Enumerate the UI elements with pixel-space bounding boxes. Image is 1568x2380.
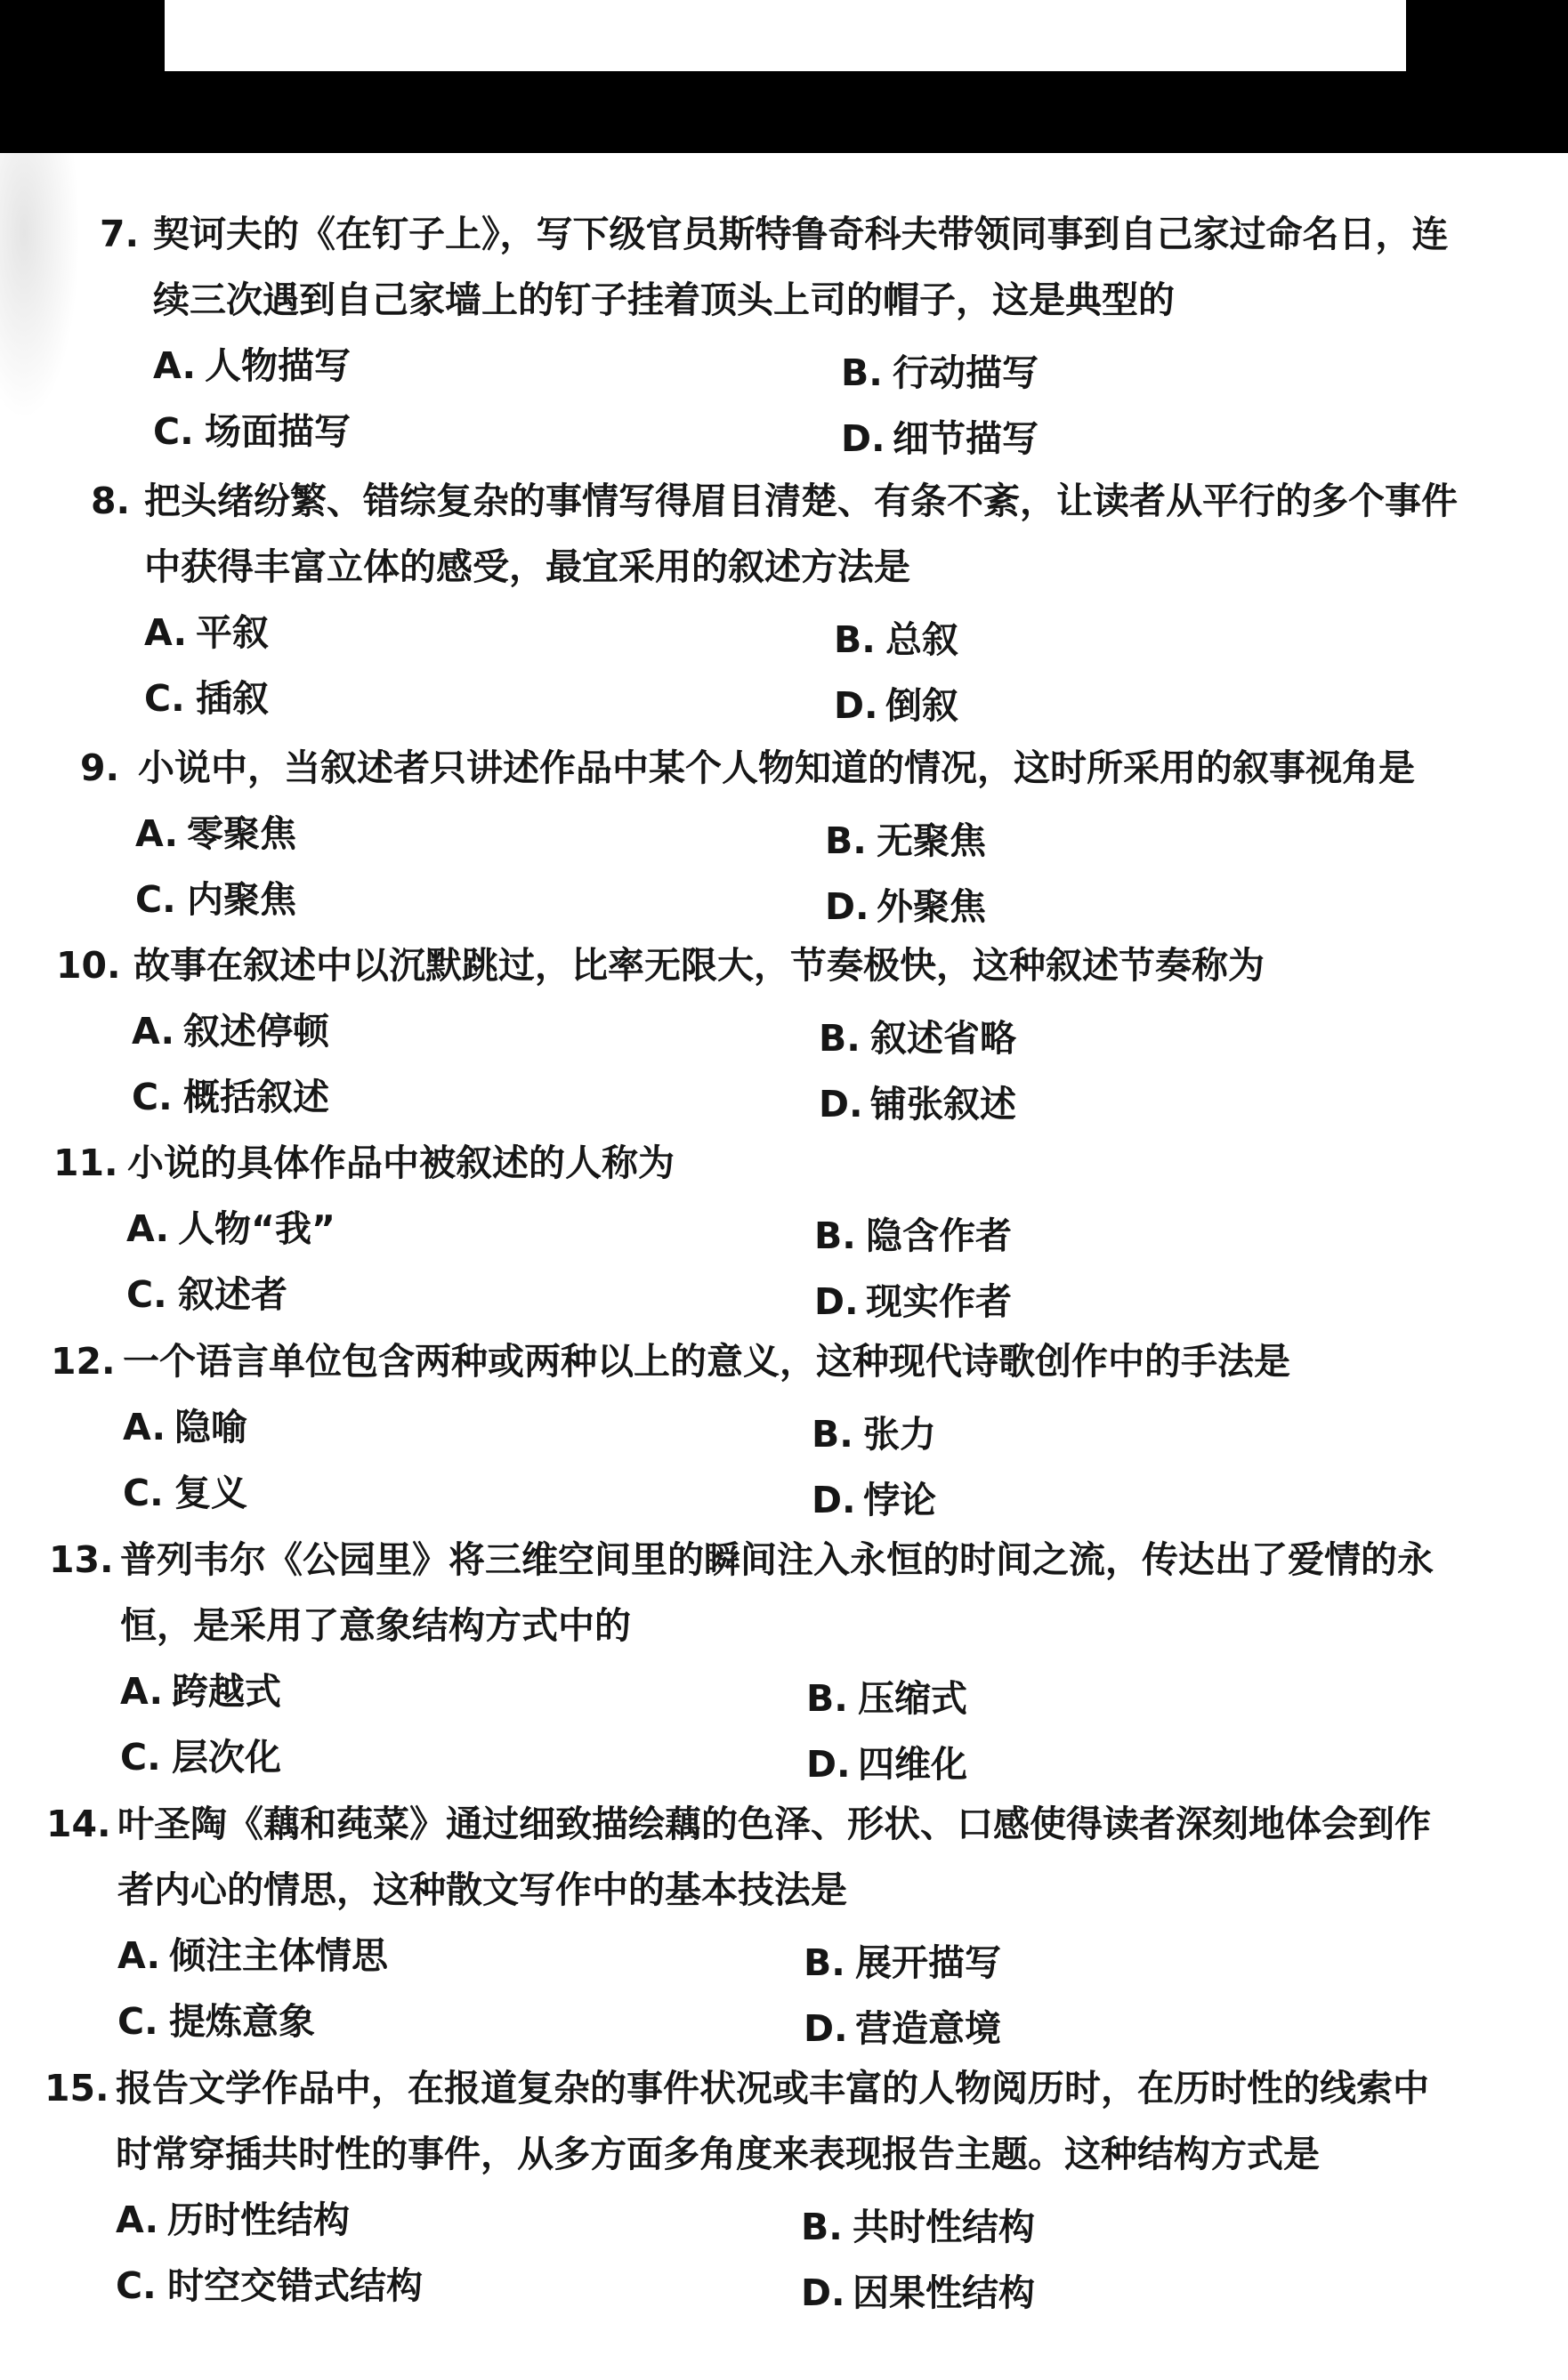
option-text: 叙述省略 [870, 1017, 1016, 1060]
option-text: 四维化 [858, 1743, 967, 1786]
answer-option [135, 877, 296, 922]
option-text: 铺张叙述 [870, 1083, 1016, 1125]
answer-option [116, 2198, 350, 2242]
question-number: 8. [91, 480, 131, 522]
answer-option [123, 1471, 247, 1515]
question-text: 恒，是采用了意象结构方式中的 [120, 1604, 631, 1647]
question-number: 11. [53, 1142, 118, 1184]
question-text: 一个语言单位包含两种或两种以上的意义，这种现代诗歌创作中的手法是 [123, 1340, 1290, 1383]
option-letter: C. [135, 878, 176, 921]
answer-option [135, 811, 296, 856]
answer-option [120, 1735, 281, 1779]
question-text: 时常穿插共时性的事件，从多方面多角度来表现报告主题。这种结构方式是 [116, 2133, 1320, 2175]
option-text: 零聚焦 [187, 812, 296, 855]
option-letter: D. [825, 885, 869, 928]
answer-option [819, 1082, 1016, 1126]
answer-option [825, 819, 986, 863]
scan-artifact [0, 153, 80, 420]
option-letter: C. [117, 2000, 158, 2043]
question-number: 15. [44, 2067, 109, 2110]
option-text: 平叙 [196, 611, 269, 654]
option-text: 插叙 [196, 677, 269, 720]
option-text: 叙述停顿 [183, 1010, 329, 1053]
option-text: 行动描写 [893, 351, 1039, 394]
option-text: 压缩式 [858, 1677, 967, 1720]
answer-option [123, 1405, 247, 1449]
option-letter: A. [153, 344, 197, 387]
answer-option [825, 884, 986, 929]
answer-option [841, 351, 1039, 395]
answer-option [132, 1009, 329, 1053]
option-letter: D. [814, 1280, 859, 1323]
option-text: 细节描写 [893, 417, 1039, 460]
option-text: 无聚焦 [877, 819, 986, 862]
answer-option [120, 1669, 281, 1714]
answer-option [841, 416, 1039, 461]
answer-option [806, 1676, 967, 1721]
option-letter: B. [841, 351, 883, 394]
option-letter: B. [814, 1214, 856, 1257]
option-letter: A. [132, 1010, 175, 1053]
option-text: 隐喻 [174, 1406, 247, 1448]
option-text: 张力 [863, 1413, 936, 1456]
answer-option [116, 2263, 423, 2308]
answer-option [804, 2006, 1001, 2051]
option-letter: C. [116, 2264, 157, 2307]
answer-option [117, 1933, 388, 1978]
answer-option [144, 676, 269, 721]
answer-option [126, 1206, 335, 1251]
option-text: 共时性结构 [853, 2206, 1035, 2248]
option-letter: B. [819, 1017, 861, 1060]
question-number: 10. [56, 944, 121, 987]
option-text: 总叙 [885, 618, 958, 661]
answer-option [806, 1742, 967, 1787]
option-letter: B. [834, 618, 876, 661]
option-letter: B. [825, 819, 867, 862]
answer-option [804, 1940, 1001, 1985]
option-letter: C. [144, 677, 185, 720]
answer-option [834, 617, 958, 662]
option-letter: C. [123, 1472, 164, 1514]
option-letter: A. [144, 611, 188, 654]
question-text: 故事在叙述中以沉默跳过，比率无限大，节奏极快，这种叙述节奏称为 [133, 944, 1265, 987]
option-letter: A. [117, 1934, 161, 1977]
option-text: 人物“我” [178, 1207, 335, 1250]
option-text: 跨越式 [172, 1670, 281, 1713]
option-text: 隐含作者 [866, 1214, 1012, 1257]
option-text: 外聚焦 [877, 885, 986, 928]
answer-option [132, 1075, 329, 1119]
option-text: 人物描写 [205, 344, 351, 387]
question-text: 把头绪纷繁、错综复杂的事情写得眉目清楚、有条不紊，让读者从平行的多个事件 [144, 480, 1458, 522]
option-letter: C. [153, 410, 194, 453]
question-number: 12. [51, 1340, 116, 1383]
question-text: 报告文学作品中，在报道复杂的事件状况或丰富的人物阅历时，在历时性的线索中 [116, 2067, 1429, 2110]
option-text: 内聚焦 [187, 878, 296, 921]
option-text: 场面描写 [205, 410, 351, 453]
option-letter: D. [841, 417, 885, 460]
answer-option [153, 343, 351, 388]
option-letter: A. [126, 1207, 170, 1250]
question-number: 7. [100, 213, 140, 255]
option-text: 时空交错式结构 [167, 2264, 423, 2307]
option-text: 层次化 [172, 1736, 281, 1779]
answer-option [801, 2205, 1035, 2249]
answer-option [801, 2271, 1035, 2315]
option-text: 倾注主体情思 [169, 1934, 388, 1977]
option-text: 展开描写 [855, 1941, 1001, 1984]
option-letter: A. [123, 1406, 166, 1448]
option-letter: D. [834, 684, 878, 727]
option-text: 提炼意象 [169, 2000, 315, 2043]
option-letter: A. [120, 1670, 164, 1713]
option-text: 历时性结构 [167, 2198, 350, 2241]
option-letter: A. [116, 2198, 159, 2241]
option-letter: B. [806, 1677, 848, 1720]
answer-option [126, 1272, 287, 1317]
option-letter: D. [801, 2271, 845, 2314]
question-number: 9. [80, 746, 120, 789]
answer-option [814, 1279, 1012, 1324]
option-text: 现实作者 [866, 1280, 1012, 1323]
option-text: 复义 [174, 1472, 247, 1514]
answer-option [153, 409, 351, 454]
question-text: 中获得丰富立体的感受，最宜采用的叙述方法是 [144, 545, 910, 588]
option-letter: B. [812, 1413, 853, 1456]
question-text: 普列韦尔《公园里》将三维空间里的瞬间注入永恒的时间之流，传达出了爱情的永 [120, 1538, 1434, 1581]
question-text: 小说的具体作品中被叙述的人称为 [127, 1142, 675, 1184]
option-text: 叙述者 [178, 1273, 287, 1316]
option-letter: A. [135, 812, 179, 855]
option-letter: D. [804, 2007, 848, 2050]
question-text: 契诃夫的《在钉子上》，写下级官员斯特鲁奇科夫带领同事到自己家过命名日，连 [153, 213, 1449, 255]
option-text: 营造意境 [855, 2007, 1001, 2050]
answer-option [814, 1214, 1012, 1258]
option-text: 因果性结构 [853, 2271, 1035, 2314]
option-text: 概括叙述 [183, 1076, 329, 1118]
option-letter: B. [801, 2206, 843, 2248]
option-letter: C. [132, 1076, 173, 1118]
question-number: 14. [46, 1803, 111, 1845]
option-letter: D. [812, 1479, 856, 1521]
option-letter: B. [804, 1941, 845, 1984]
redaction-box [165, 0, 1406, 71]
answer-option [812, 1478, 936, 1522]
answer-option [144, 610, 269, 655]
option-letter: D. [819, 1083, 863, 1125]
option-letter: C. [120, 1736, 161, 1779]
question-text: 小说中，当叙述者只讲述作品中某个人物知道的情况，这时所采用的叙事视角是 [138, 746, 1415, 789]
answer-option [812, 1412, 936, 1456]
question-text: 续三次遇到自己家墙上的钉子挂着顶头上司的帽子，这是典型的 [153, 278, 1175, 321]
option-letter: C. [126, 1273, 167, 1316]
answer-option [819, 1016, 1016, 1061]
answer-option [834, 683, 958, 728]
option-letter: D. [806, 1743, 851, 1786]
question-text: 者内心的情思，这种散文写作中的基本技法是 [117, 1868, 847, 1911]
question-text: 叶圣陶《藕和莼菜》通过细致描绘藕的色泽、形状、口感使得读者深刻地体会到作 [117, 1803, 1431, 1845]
answer-option [117, 1999, 315, 2044]
option-text: 倒叙 [885, 684, 958, 727]
question-number: 13. [49, 1538, 114, 1581]
option-text: 悖论 [863, 1479, 936, 1521]
